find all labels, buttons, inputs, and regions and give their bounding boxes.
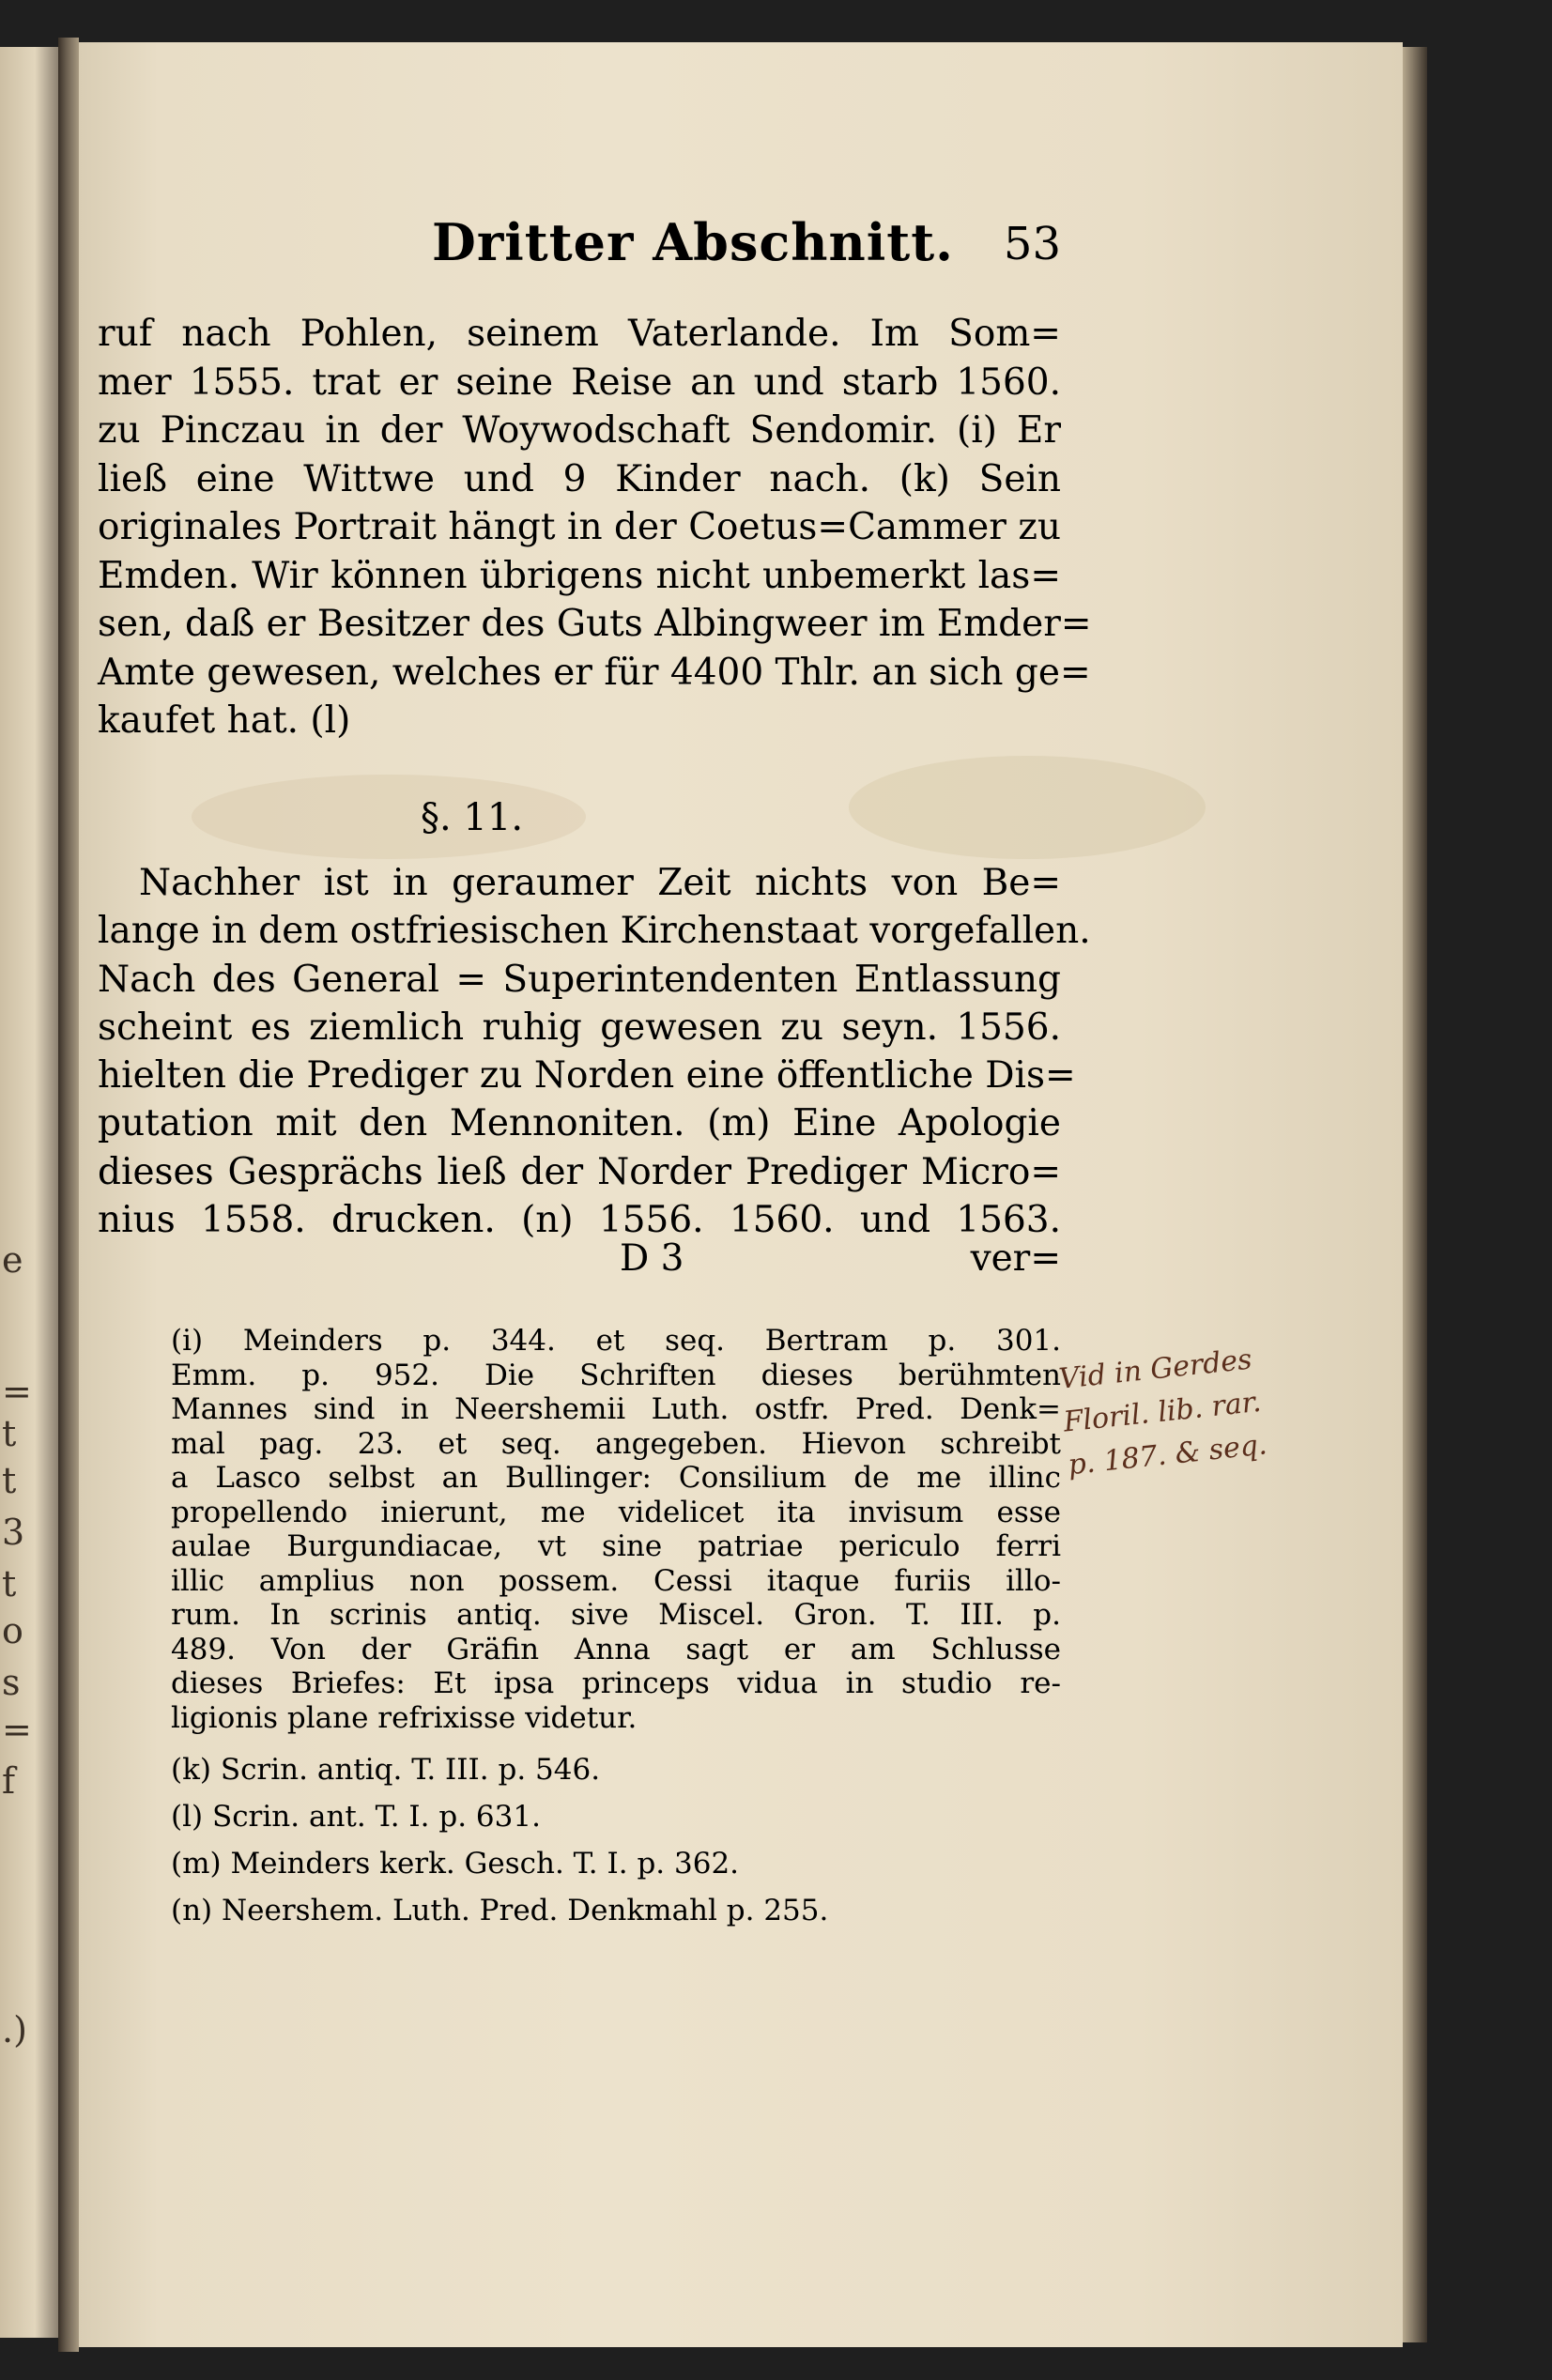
margin-char: t	[2, 1413, 17, 1454]
footnote-i	[171, 1324, 1061, 1735]
footnote-line: a Lasco selbst an Bullinger: Consilium de me illinc	[171, 1461, 1061, 1495]
margin-char: =	[2, 1371, 32, 1412]
catchword: ver=	[970, 1237, 1061, 1280]
margin-char: o	[2, 1610, 23, 1651]
margin-char: s	[2, 1662, 21, 1703]
footnote-line: aulae Burgundiacae, vt sine patriae periculo ferri	[171, 1529, 1061, 1563]
footnote-m: (m) Meinders kerk. Gesch. T. I. p. 362.	[171, 1847, 740, 1881]
text-line: scheint es ziemlich ruhig gewesen zu seyn. 1556.	[98, 1006, 1061, 1049]
left-margin-characters	[0, 47, 32, 2338]
footnote-k: (k) Scrin. antiq. T. III. p. 546.	[171, 1753, 601, 1787]
margin-char: 3	[2, 1512, 25, 1553]
footnote-l: (l) Scrin. ant. T. I. p. 631.	[171, 1800, 541, 1834]
stain	[192, 775, 586, 859]
annotation-line: p. 187. & seq.	[1066, 1428, 1269, 1482]
page-edge	[1403, 47, 1427, 2342]
text-line: Nach des General = Superintendenten Entlassung	[98, 958, 1061, 1001]
text-line: originales Portrait hängt in der Coetus=Cammer zu	[98, 506, 1061, 548]
page-header	[349, 212, 1061, 278]
text-line: kaufet hat. (l)	[98, 699, 351, 742]
margin-char: t	[2, 1563, 17, 1605]
text-line: ruf nach Pohlen, seinem Vaterlande. Im Som=	[98, 313, 1061, 355]
text-line: Nachher ist in geraumer Zeit nichts von Be=	[139, 862, 1061, 904]
footnotes	[171, 1324, 1061, 1934]
body-paragraph-2	[98, 859, 1091, 1244]
footnote-n: (n) Neershem. Luth. Pred. Denkmahl p. 255.	[171, 1894, 829, 1927]
text-line: zu Pinczau in der Woywodschaft Sendomir. (i) Er	[98, 409, 1061, 452]
signature-mark: D 3	[620, 1237, 684, 1280]
left-page-edge	[0, 47, 58, 2338]
margin-char: e	[2, 1239, 23, 1281]
section-heading: §. 11.	[421, 796, 524, 839]
footnote-line: illic amplius non possem. Cessi itaque furiis illo-	[171, 1563, 1061, 1598]
margin-char: =	[2, 1709, 32, 1750]
short-footnotes	[171, 1746, 1061, 1934]
text-line: nius 1558. drucken. (n) 1556. 1560. und 1563.	[98, 1199, 1061, 1242]
text-line: Amte gewesen, welches er für 4400 Thlr. an sich ge=	[98, 651, 1091, 694]
page-number: 53	[1003, 218, 1061, 270]
stain	[849, 756, 1206, 859]
annotation-line: Floril. lib. rar.	[1061, 1385, 1263, 1439]
annotation-line: Vid in Gerdes	[1057, 1343, 1254, 1396]
book-gutter	[58, 38, 79, 2352]
text-line: hielten die Prediger zu Norden eine öffentliche Dis=	[98, 1054, 1076, 1098]
margin-char: .)	[2, 2009, 27, 2050]
footnote-line: Mannes sind in Neershemii Luth. ostfr. Pred. Denk=	[171, 1392, 1061, 1426]
margin-char: f	[2, 1760, 16, 1802]
text-line: mer 1555. trat er seine Reise an und starb 1560.	[98, 361, 1061, 404]
footnote-line: 489. Von der Gräfin Anna sagt er am Schlusse	[171, 1632, 1061, 1666]
footnote-line: propellendo inierunt, me videlicet ita invisum esse	[171, 1495, 1061, 1529]
text-line: Emden. Wir können übrigens nicht unbemerkt las=	[98, 554, 1061, 597]
margin-char: t	[2, 1460, 17, 1501]
body-paragraph-1	[98, 310, 1092, 745]
text-line: lange in dem ostfriesischen Kirchenstaat vorgefallen.	[98, 910, 1091, 953]
footnote-line: (i) Meinders p. 344. et seq. Bertram p. 301.	[171, 1324, 1061, 1358]
running-head: Dritter Abschnitt.	[432, 212, 954, 272]
text-line: ließ eine Wittwe und 9 Kinder nach. (k) Sein	[98, 457, 1061, 500]
text-line: dieses Gesprächs ließ der Norder Prediger Micro=	[98, 1150, 1061, 1193]
text-line: putation mit den Mennoniten. (m) Eine Apologie	[98, 1102, 1061, 1145]
footnote-line: dieses Briefes: Et ipsa princeps vidua in studio re-	[171, 1666, 1061, 1700]
footnote-line: mal pag. 23. et seq. angegeben. Hievon schreibt	[171, 1426, 1061, 1461]
footnote-line: rum. In scrinis antiq. sive Miscel. Gron. T. III. p.	[171, 1598, 1061, 1632]
footnote-line: ligionis plane refrixisse videtur.	[171, 1700, 638, 1735]
signature-line	[98, 1237, 1061, 1286]
footnote-line: Emm. p. 952. Die Schriften dieses berühmten	[171, 1358, 1061, 1392]
text-line: sen, daß er Besitzer des Guts Albingweer im Emder=	[98, 603, 1092, 645]
